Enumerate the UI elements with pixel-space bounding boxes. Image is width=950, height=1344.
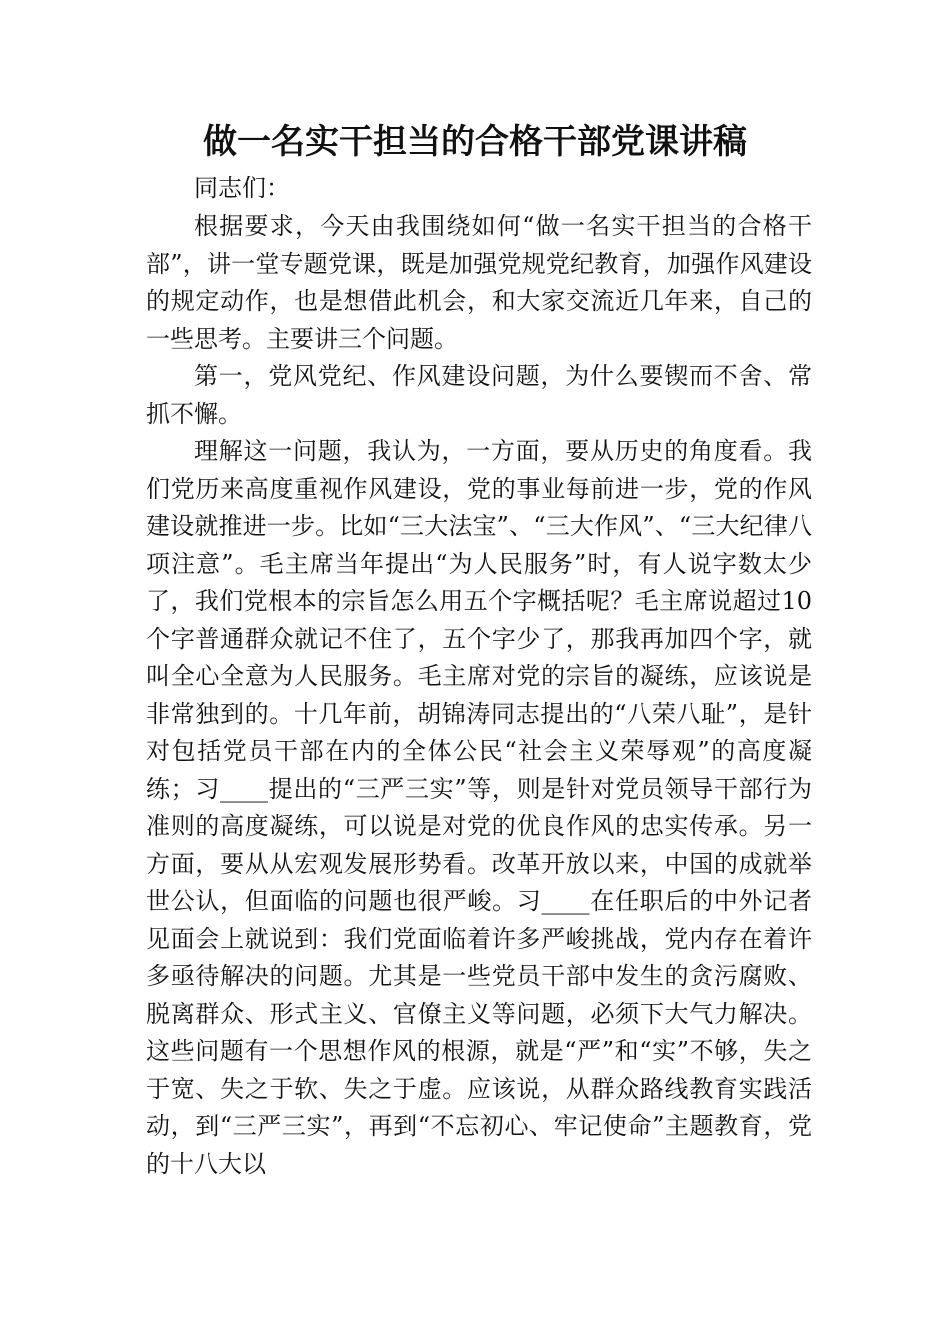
section-heading-paragraph: 第一，党风党纪、作风建设问题，为什么要锲而不舍、常抓不懈。 (146, 362, 812, 428)
document-title: 做一名实干担当的合格干部党课讲稿 (203, 122, 747, 162)
document-body (146, 170, 812, 1183)
salutation-paragraph: 同志们： (194, 174, 290, 202)
intro-paragraph: 根据要求，今天由我围绕如何“做一名实干担当的合格干部”，讲一堂专题党课，既是加强党规党纪教育，加强作风建设的规定动作，也是想借此机会，和大家交流近几年来，自己的一些思考。主要讲三个问题。 (146, 212, 812, 353)
body-paragraph: 理解这一问题，我认为，一方面，要从历史的角度看。我们党历来高度重视作风建设，党的事业每前进一步，党的作风建设就推进一步。比如“三大法宝”、“三大作风”、“三大纪律八项注意”。毛主席当年提出“为人民服务”时，有人说字数太少了，我们党根本的宗旨怎么用五个字概括呢？毛主席说超过10个字普通群众就记不住了，五个字少了，那我再加四个字，就叫全心全意为人民服务。毛主席对党的宗旨的凝练，应该说是非常独到的。十几年前，胡锦涛同志提出的“八荣八耻”，是针对包括党员干部在内的全体公民“社会主义荣辱观”的高度凝练；习____提出的“三严三实”等，则是针对党员领导干部行为准则的高度凝练，可以说是对党的优良作风的忠实传承。另一方面，要从从宏观发展形势看。改革开放以来，中国的成就举世公认，但面临的问题也很严峻。习____在任职后的中外记者见面会上就说到：我们党面临着许多严峻挑战，党内存在着许多亟待解决的问题。尤其是一些党员干部中发生的贪污腐败、脱离群众、形式主义、官僚主义等问题，必须下大气力解决。这些问题有一个思想作风的根源，就是“严”和“实”不够，失之于宽、失之于软、失之于虚。应该说，从群众路线教育实践活动，到“三严三实”，再到“不忘初心、牢记使命”主题教育，党的十八大以 (146, 437, 812, 1178)
